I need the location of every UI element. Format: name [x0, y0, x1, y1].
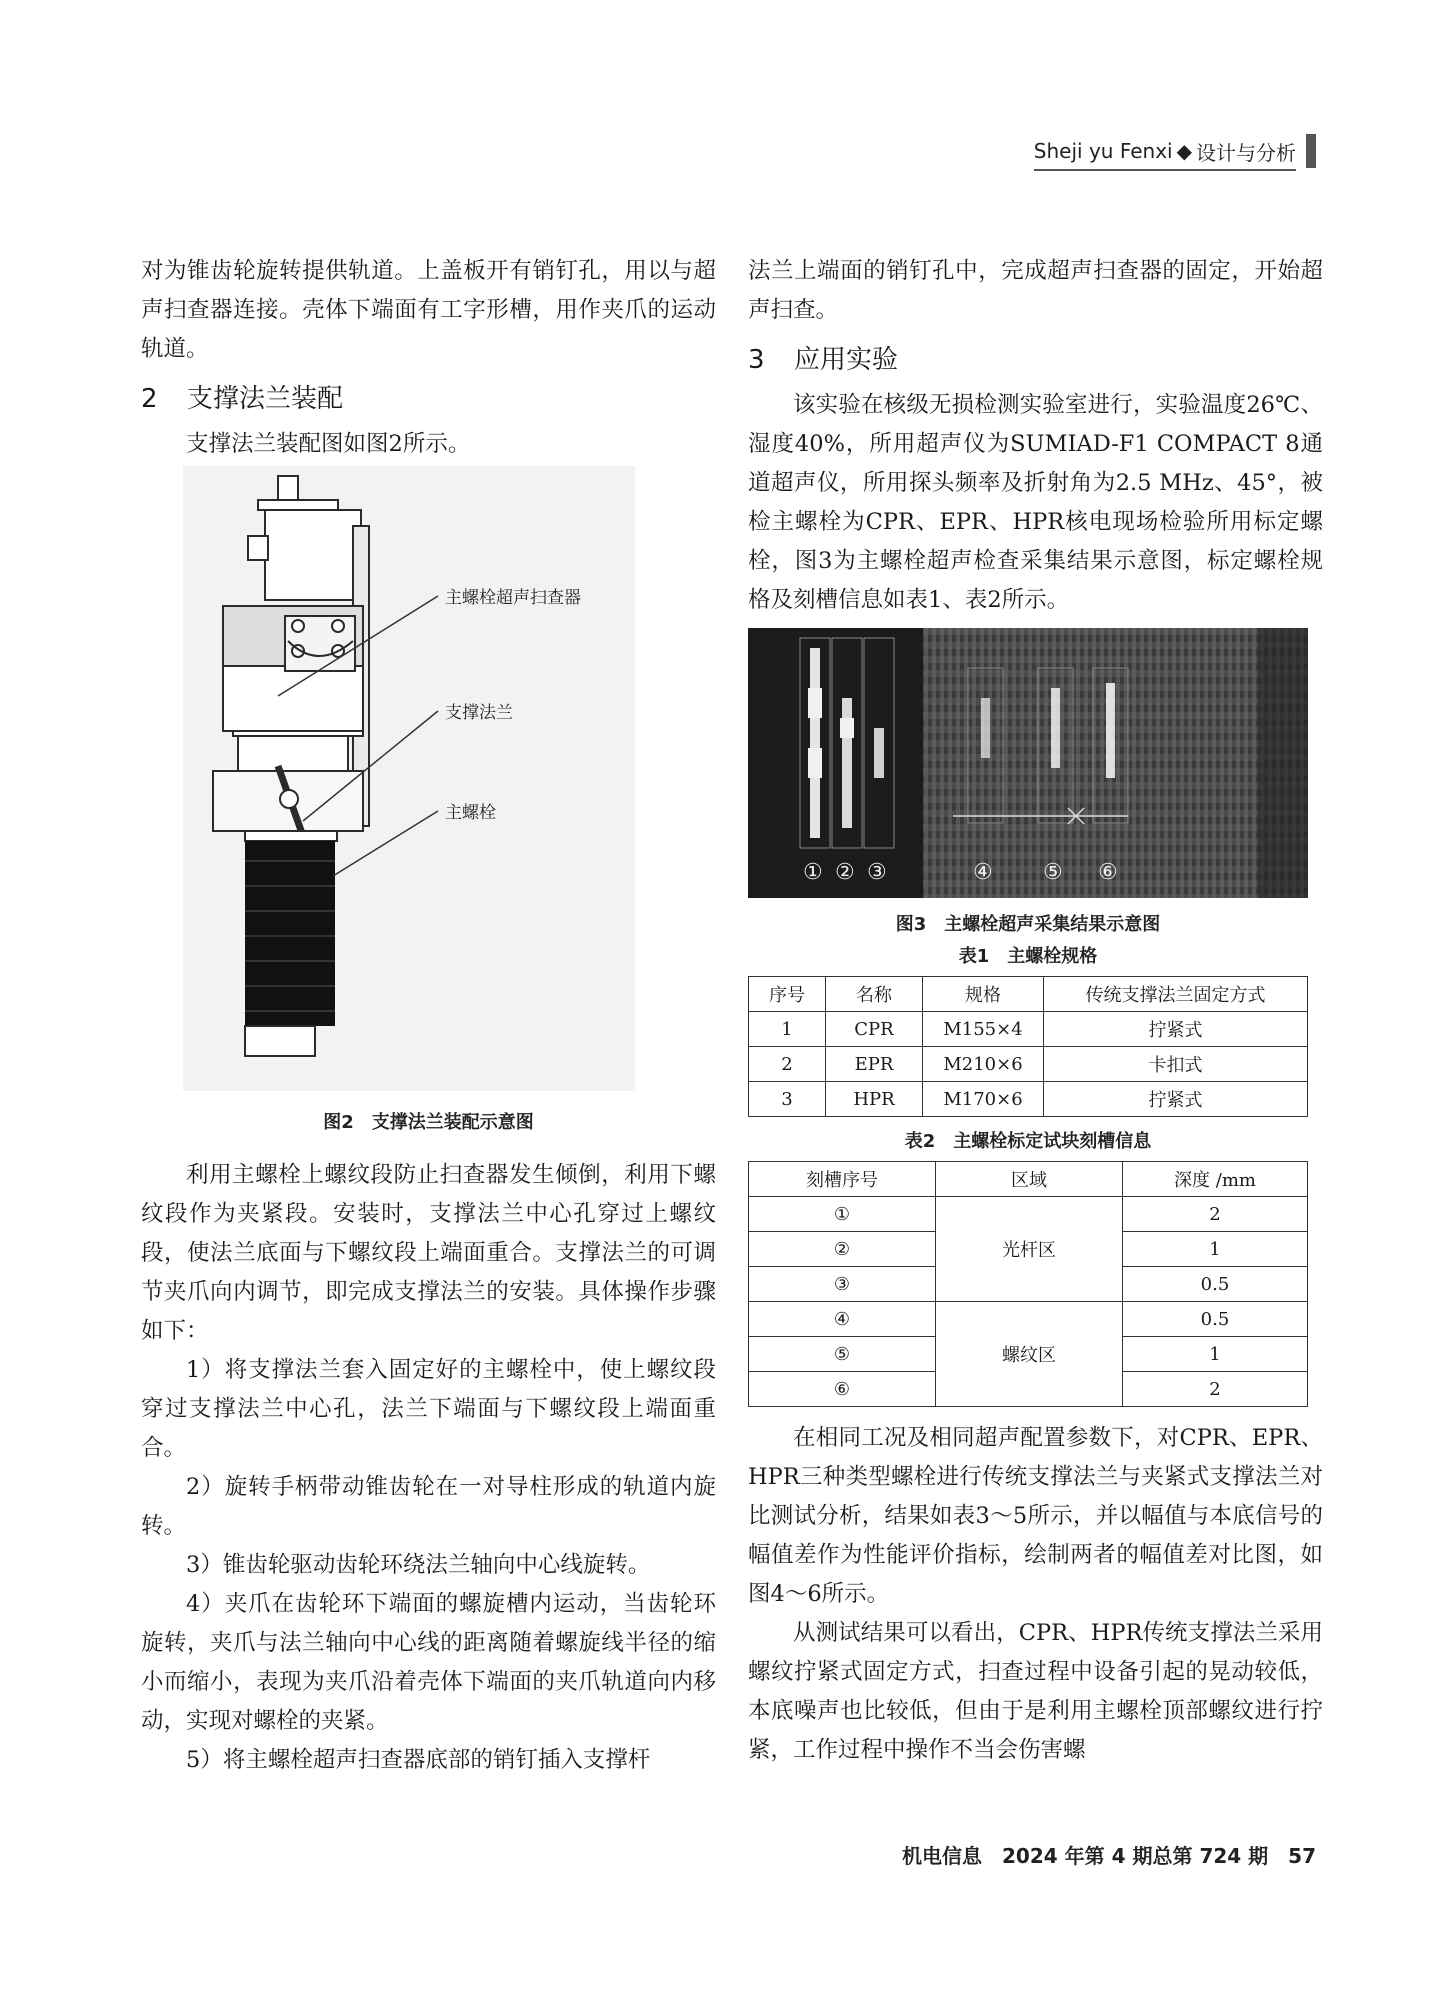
bolt-thread [245, 841, 335, 1026]
left-paragraph-2: 支撑法兰装配图如图2所示。 [186, 431, 471, 457]
table-1-header: 规格 [923, 977, 1044, 1012]
table-cell: ⑥ [749, 1372, 936, 1407]
table-cell: 拧紧式 [1044, 1082, 1308, 1117]
table-cell: ④ [749, 1302, 936, 1337]
mark-1: ① [803, 860, 823, 885]
table-cell: 1 [749, 1012, 826, 1047]
figure-2 [141, 466, 716, 1156]
section-2-title: 支撑法兰装配 [187, 384, 344, 414]
right-paragraph-3: 在相同工况及相同超声配置参数下，对CPR、EPR、HPR三种类型螺栓进行传统支撑法兰与夹紧式支撑法兰对比测试分析，结果如表3～5所示，并以幅值与本底信号的幅值差作为性能评价指标，绘制两者的幅值差对比图，如图4～6所示。 [748, 1425, 1323, 1607]
table-2 [748, 1161, 1308, 1407]
section-3-title: 应用实验 [794, 345, 899, 375]
table-row [749, 1012, 1308, 1047]
table-row [749, 1082, 1308, 1117]
table-cell: 2 [1123, 1372, 1308, 1407]
table-cell: 1 [1123, 1337, 1308, 1372]
table-row [749, 1047, 1308, 1082]
left-column [141, 252, 716, 1780]
step-3: 3）锥齿轮驱动齿轮环绕法兰轴向中心线旋转。 [186, 1552, 651, 1578]
mark-5: ⑤ [1043, 860, 1063, 885]
step-4: 4）夹爪在齿轮环下端面的螺旋槽内运动，当齿轮环旋转，夹爪与法兰轴向中心线的距离随着螺旋线半径的缩小而缩小，表现为夹爪沿着壳体下端面的夹爪轨道向内移动，实现对螺栓的夹紧。 [141, 1591, 716, 1734]
table-2-header-row [749, 1162, 1308, 1197]
figure-2-caption: 图2 支撑法兰装配示意图 [323, 1112, 534, 1133]
table-2-header: 深度 /mm [1123, 1162, 1308, 1197]
mark-3: ③ [867, 860, 887, 885]
table-cell: EPR [826, 1047, 923, 1082]
label-bolt: 主螺栓 [445, 803, 496, 823]
left-paragraph-3: 利用主螺栓上螺纹段防止扫查器发生倾倒，利用下螺纹段作为夹紧段。安装时，支撑法兰中心孔穿过上螺纹段，使法兰底面与下螺纹段上端面重合。支撑法兰的可调节夹爪向内调节，即完成支撑法兰的安装。具体操作步骤如下： [141, 1162, 716, 1344]
table-row [749, 1197, 1308, 1232]
table-cell: 0.5 [1123, 1302, 1308, 1337]
table-cell: 拧紧式 [1044, 1012, 1308, 1047]
table-2-header: 区域 [936, 1162, 1123, 1197]
table-1-header: 序号 [749, 977, 826, 1012]
left-paragraph-1: 对为锥齿轮旋转提供轨道。上盖板开有销钉孔，用以与超声扫查器连接。壳体下端面有工字形槽，用作夹爪的运动轨道。 [141, 258, 716, 362]
table-cell: 1 [1123, 1232, 1308, 1267]
table-2-header: 刻槽序号 [749, 1162, 936, 1197]
table-cell: 光杆区 [936, 1197, 1123, 1302]
table-1-header-row [749, 977, 1308, 1012]
step-2: 2）旋转手柄带动锥齿轮在一对导柱形成的轨道内旋转。 [141, 1474, 716, 1539]
section-2-heading [141, 379, 716, 419]
step-5: 5）将主螺栓超声扫查器底部的销钉插入支撑杆 [186, 1747, 651, 1773]
table-cell: 0.5 [1123, 1267, 1308, 1302]
table-cell: 卡扣式 [1044, 1047, 1308, 1082]
right-paragraph-4: 从测试结果可以看出，CPR、HPR传统支撑法兰采用螺纹拧紧式固定方式，扫查过程中设备引起的晃动较低，本底噪声也比较低，但由于是利用主螺栓顶部螺纹进行拧紧，工作过程中操作不当会伤害螺 [748, 1620, 1323, 1763]
figure-2-drawing [183, 466, 635, 1091]
mark-2: ② [835, 860, 855, 885]
flange-assembly-drawing [183, 466, 635, 1091]
figure-3-caption: 图3 主螺栓超声采集结果示意图 [895, 914, 1161, 935]
table-cell: 3 [749, 1082, 826, 1117]
figure-3-ultrasound-image [748, 628, 1308, 898]
header-bar [1306, 134, 1316, 168]
label-scanner: 主螺栓超声扫查器 [445, 588, 581, 608]
table-cell: 2 [749, 1047, 826, 1082]
header-rule [1034, 169, 1296, 171]
section-2-number: 2 [141, 384, 158, 414]
table-cell: 螺纹区 [936, 1302, 1123, 1407]
table-cell: M170×6 [923, 1082, 1044, 1117]
right-paragraph-2: 该实验在核级无损检测实验室进行，实验温度26℃、湿度40%，所用超声仪为SUMIAD-F1 COMPACT 8通道超声仪，所用探头频率及折射角为2.5 MHz、45°，被检主螺栓为CPR、EPR、HPR核电现场检验所用标定螺栓，图3为主螺栓超声检查采集结果示意图，标定螺栓规格及刻槽信息如表1、表2所示。 [748, 392, 1323, 613]
table-cell: ① [749, 1197, 936, 1232]
table-cell: ⑤ [749, 1337, 936, 1372]
diamond-icon: ◆ [1176, 139, 1192, 163]
table-cell: ③ [749, 1267, 936, 1302]
table-cell: M210×6 [923, 1047, 1044, 1082]
section-3-heading [748, 340, 1323, 380]
mark-6: ⑥ [1098, 860, 1118, 885]
page-footer: 机电信息 2024 年第 4 期总第 724 期 57 [902, 1844, 1316, 1868]
table-1 [748, 976, 1308, 1117]
mark-4: ④ [973, 860, 993, 885]
table-cell: ② [749, 1232, 936, 1267]
table-2-caption: 表2 主螺栓标定试块刻槽信息 [904, 1131, 1152, 1152]
table-cell: M155×4 [923, 1012, 1044, 1047]
table-1-header: 传统支撑法兰固定方式 [1044, 977, 1308, 1012]
table-cell: 2 [1123, 1197, 1308, 1232]
label-flange: 支撑法兰 [445, 703, 513, 723]
table-row [749, 1302, 1308, 1337]
table-cell: HPR [826, 1082, 923, 1117]
table-1-header: 名称 [826, 977, 923, 1012]
header-section: 设计与分析 [1196, 140, 1296, 165]
running-header [1034, 134, 1316, 168]
right-column [748, 252, 1323, 1770]
table-1-caption: 表1 主螺栓规格 [958, 946, 1098, 967]
step-1: 1）将支撑法兰套入固定好的主螺栓中，使上螺纹段穿过支撑法兰中心孔，法兰下端面与下螺纹段上端面重合。 [141, 1357, 716, 1461]
section-3-number: 3 [748, 345, 765, 375]
header-pinyin: Sheji yu Fenxi [1033, 139, 1173, 163]
right-paragraph-1: 法兰上端面的销钉孔中，完成超声扫查器的固定，开始超声扫查。 [748, 258, 1323, 323]
table-cell: CPR [826, 1012, 923, 1047]
